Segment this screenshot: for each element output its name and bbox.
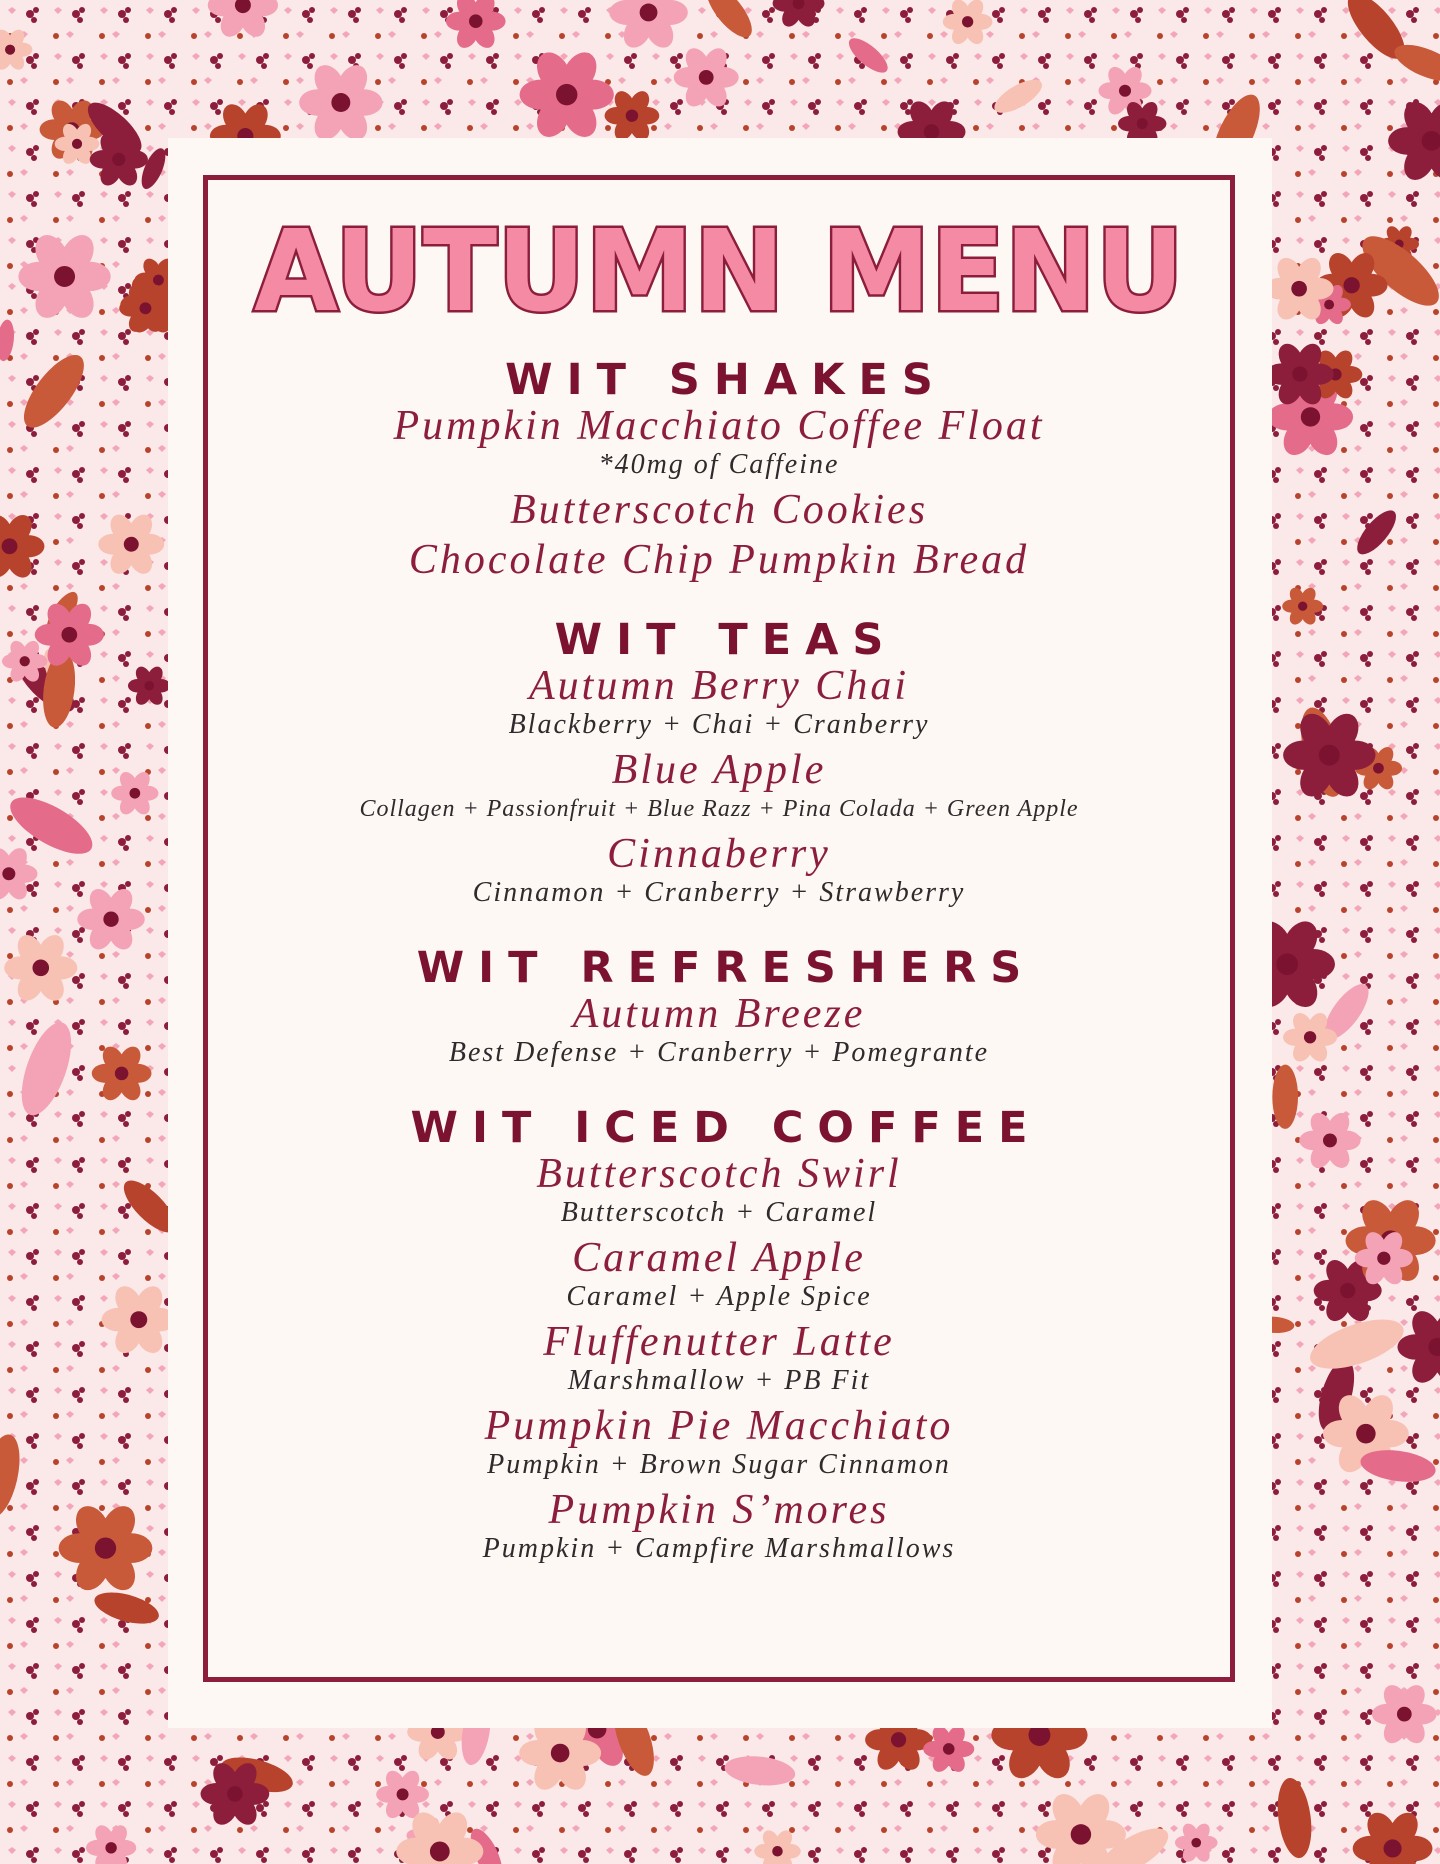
menu-item	[208, 1236, 1230, 1314]
menu-item	[208, 748, 1230, 826]
menu-item	[208, 488, 1230, 532]
leaf-decoration	[1272, 1065, 1298, 1129]
menu-item	[208, 664, 1230, 742]
menu-item	[208, 832, 1230, 910]
menu-item-description: Best Defense + Cranberry + Pomegrante	[448, 1037, 990, 1068]
menu-section	[208, 356, 1230, 582]
menu-item	[208, 1488, 1230, 1566]
menu-item-description: *40mg of Caffeine	[598, 449, 840, 480]
menu-item-description: Marshmallow + PB Fit	[567, 1365, 871, 1396]
section-heading: WIT SHAKES	[505, 355, 947, 405]
menu-item-name: Autumn Berry Chai	[529, 663, 909, 709]
menu-item	[208, 538, 1230, 582]
menu-item-description: Caramel + Apple Spice	[566, 1281, 872, 1312]
menu-item-name: Butterscotch Cookies	[509, 487, 929, 533]
menu-item-description: Pumpkin + Brown Sugar Cinnamon	[487, 1449, 951, 1480]
menu-item	[208, 404, 1230, 482]
section-heading: WIT TEAS	[554, 615, 898, 665]
menu-title: AUTUMN MENU	[254, 210, 1184, 330]
menu-sections	[208, 356, 1230, 1566]
menu-item-description: Pumpkin + Campfire Marshmallows	[482, 1533, 956, 1564]
menu-item-name: Cinnaberry	[607, 831, 831, 877]
menu-section	[208, 616, 1230, 910]
menu-item-description: Butterscotch + Caramel	[560, 1197, 878, 1228]
menu-item	[208, 1320, 1230, 1398]
menu-item-name: Fluffenutter Latte	[543, 1319, 895, 1365]
menu-item-description: Collagen + Passionfruit + Blue Razz + Pina Colada + Green Apple	[359, 796, 1079, 822]
menu-item-name: Blue Apple	[611, 747, 827, 793]
menu-title-art	[208, 210, 1230, 330]
menu-item	[208, 1404, 1230, 1482]
section-heading: WIT REFRESHERS	[416, 943, 1036, 993]
menu-section	[208, 944, 1230, 1070]
menu-item-name: Caramel Apple	[572, 1235, 866, 1281]
menu-item	[208, 992, 1230, 1070]
menu-content	[208, 180, 1230, 1600]
menu-item	[208, 1152, 1230, 1230]
title-block	[208, 180, 1230, 356]
section-heading: WIT ICED COFFEE	[410, 1103, 1042, 1153]
menu-item-name: Pumpkin S’mores	[548, 1487, 890, 1533]
menu-item-name: Pumpkin Pie Macchiato	[484, 1403, 954, 1449]
menu-section	[208, 1104, 1230, 1566]
menu-item-name: Chocolate Chip Pumpkin Bread	[408, 537, 1030, 583]
menu-item-name: Pumpkin Macchiato Coffee Float	[393, 403, 1045, 449]
menu-item-description: Cinnamon + Cranberry + Strawberry	[472, 877, 966, 908]
menu-item-description: Blackberry + Chai + Cranberry	[508, 709, 930, 740]
menu-item-name: Butterscotch Swirl	[536, 1151, 902, 1197]
menu-item-name: Autumn Breeze	[572, 991, 866, 1037]
